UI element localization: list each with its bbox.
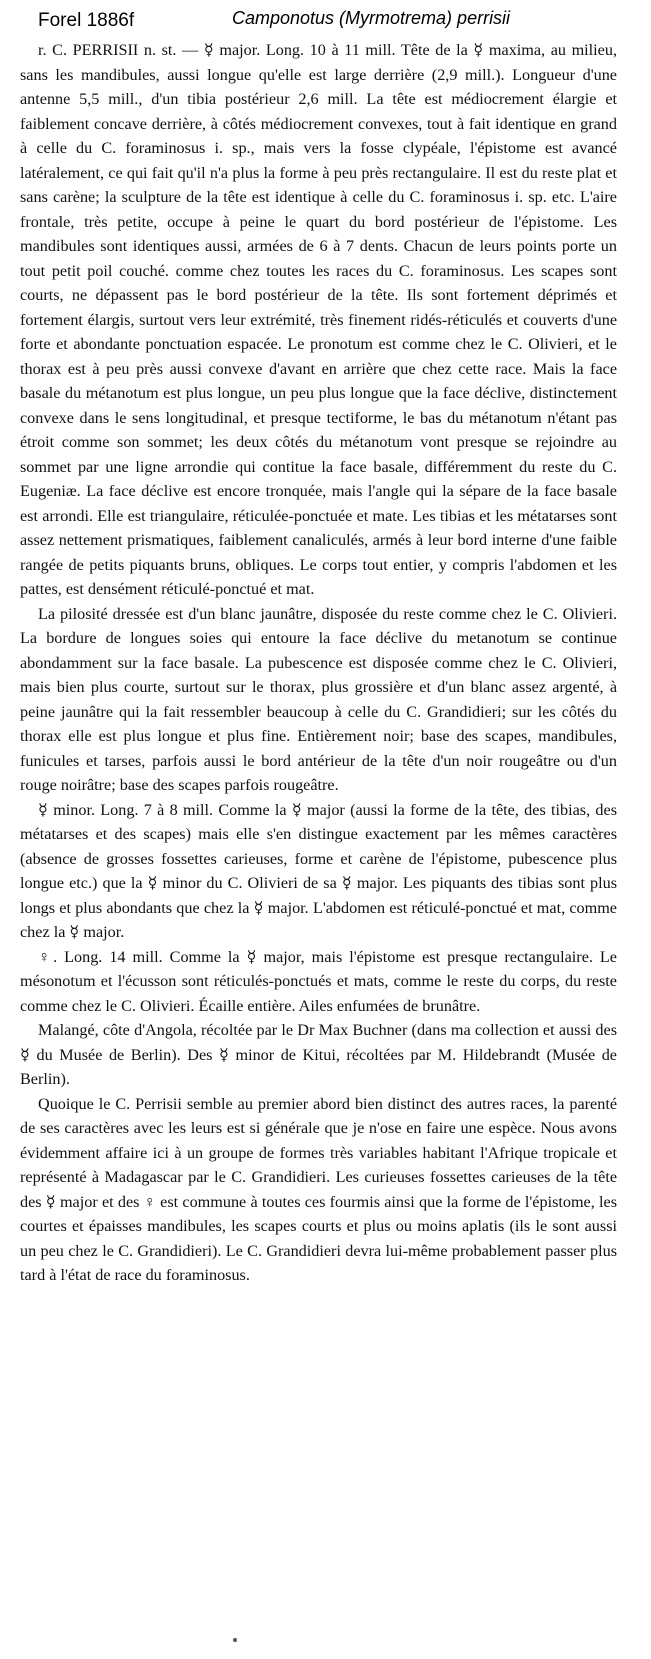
paragraph-minor: ☿ minor. Long. 7 à 8 mill. Comme la ☿ major (aussi la forme de la tête, des tibias, des métatarses et des scapes) mais elle s'en distingue exactement par les mêmes caractères (absence de grosses fossettes carieuses, forme et carène de l'épistome, pubescence plus longue etc.) que la ☿ minor du C. Olivieri de sa ☿ major. Les piquants des tibias sont plus longs et plus abondants que chez la ☿ major. L'abdomen est réticulé-ponctué et mat, comme chez la ☿ major.	[20, 800, 617, 941]
paragraph-description-major: r. C. PERRISII n. st. — ☿ major. Long. 10 à 11 mill. Tête de la ☿ maxima, au milieu, sans les mandibules, aussi longue qu'elle est large derrière (2,9 mill.). Longueur d'une antenne 5,5 mill., d'un tibia postérieur 2,6 mill. La tête est médiocrement élargie et faiblement concave derrière, à côtés médiocrement convexes, tout à fait identique en grand à celle du C. foraminosus i. sp., mais vers la fosse clypéale, l'épistome est avancé latéralement, ce qui fait qu'il n'a plus la forme à peu près rectangulaire. Il est du reste plat et sans carène; la sculpture de la tête est identique à celle du C. foraminosus i. sp. etc. L'aire frontale, très petite, occupe à peine le quart du bord postérieur de l'épistome. Les mandibules sont identiques aussi, armées de 6 à 7 dents. Chacun de leurs points porte un tout petit poil couché. comme chez toutes les races du C. foraminosus. Les scapes sont courts, ne dépassent pas le bord postérieur de la tête. Ils sont fortement déprimés et fortement élargis, surtout vers leur extrémité, très finement ridés-réticulés et couverts d'une forte et abondante ponctuation espacée. Le pronotum est comme chez le C. Olivieri, et le thorax est à peu près aussi convexe d'avant en arrière que chez cette race. Mais la face basale du métanotum est plus longue, un peu plus longue que la face déclive, distinctement convexe dans le sens longitudinal, et presque tectiforme, le bas du métanotum n'étant pas étroit comme son sommet; les deux côtés du métanotum vont presque se rejoindre au sommet par une ligne arrondie qui contitue la face basale, différemment du reste du C. Eugeniæ. La face déclive est encore tronquée, mais l'angle qui la sépare de la face basale est arrondi. Elle est triangulaire, réticulée-ponctuée et mate. Les tibias et les métatarses sont assez nettement prismatiques, faiblement canaliculés, armés à leur bord interne d'une faible rangée de petits piquants bruns, obliques. Le corps tout entier, y compris l'abdomen et les pattes, est densément réticulé-ponctué et mat.	[20, 41, 617, 598]
page-header	[0, 6, 651, 36]
citation-label: Forel 1886f	[38, 10, 135, 31]
paragraph-pilosity: La pilosité dressée est d'un blanc jaunâtre, disposée du reste comme chez le C. Olivieri. La bordure de longues soies qui entoure la face déclive du metanotum se continue abondamment sur la face basale. La pubescence est disposée comme chez le C. Olivieri, mais bien plus courte, surtout sur le thorax, plus grossière et d'un blanc assez argenté, à peine jaunâtre qui la fait ressembler beaucoup à celle du C. Grandidieri; sur les côtés du thorax elle est plus longue et plus fine. Entièrement noir; base des scapes, mandibules, funicules et tarses, parfois aussi le bord antérieur de la tête d'un noir rougeâtre ou d'un rouge noirâtre; base des scapes parfois rougeâtre.	[20, 604, 617, 794]
taxon-title: Camponotus (Myrmotrema) perrisii	[232, 8, 511, 28]
document-body	[20, 38, 617, 1288]
ink-dot	[233, 1638, 237, 1642]
paragraph-female: ♀. Long. 14 mill. Comme la ☿ major, mais l'épistome est presque rectangulaire. Le mésonotum et l'écusson sont réticulés-ponctués et mats, comme le reste du corps, du reste comme chez le C. Olivieri. Écaille entière. Ailes enfumées de brunâtre.	[20, 947, 617, 1015]
paragraph-locality: Malangé, côte d'Angola, récoltée par le Dr Max Buchner (dans ma collection et aussi des ☿ du Musée de Berlin). Des ☿ minor de Kitui, récoltées par M. Hildebrandt (Musée de Berlin).	[20, 1021, 617, 1088]
paragraph-discussion: Quoique le C. Perrisii semble au premier abord bien distinct des autres races, la parenté de ses caractères avec les leurs est si générale que je n'ose en faire une espèce. Nous avons évidemment affaire ici à un groupe de formes très variables habitant l'Afrique tropicale et représenté à Madagascar par le C. Grandidieri. Les curieuses fossettes carieuses de la tête des ☿ major et des ♀ est commune à toutes ces fourmis ainsi que la forme de l'épistome, les courtes et épaisses mandibules, les scapes courts et plus ou moins aplatis (ils le sont aussi un peu chez le C. Grandidieri). Le C. Grandidieri devra lui-même probablement passer plus tard à l'état de race du foraminosus.	[20, 1094, 617, 1284]
